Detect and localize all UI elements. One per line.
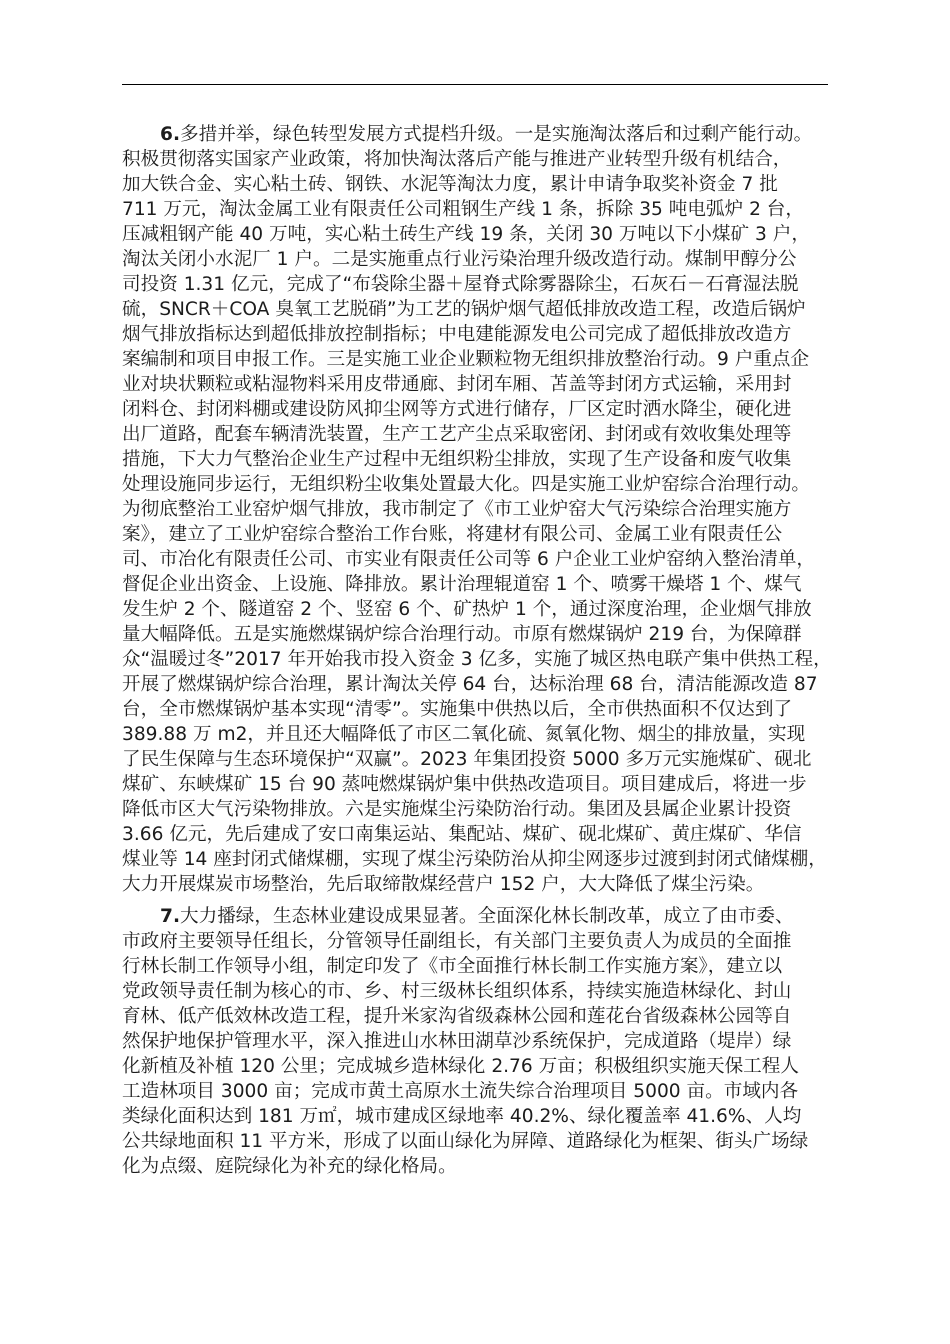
paragraph-line: 司、市冶化有限责任公司、市实业有限责任公司等 6 户企业工业炉窑纳入整治清单， [122, 549, 816, 570]
document-body [122, 122, 882, 1179]
paragraph-line: 市政府主要领导任组长，分管领导任副组长，有关部门主要负责人为成员的全面推 [122, 931, 792, 952]
paragraph-line: 3.66 亿元，先后建成了安口南集运站、集配站、煤矿、砚北煤矿、黄庄煤矿、华信 [122, 824, 802, 845]
paragraph-line: 淘汰关闭小水泥厂 1 户。二是实施重点行业污染治理升级改造行动。煤制甲醇分公 [122, 249, 797, 270]
paragraph-line: 司投资 1.31 亿元，完成了“布袋除尘器＋屋脊式除雾器除尘，石灰石－石膏湿法脱 [122, 274, 799, 295]
paragraph-7 [122, 904, 882, 1179]
paragraph-line: 发生炉 2 个、隧道窑 2 个、竖窑 6 个、矿热炉 1 个，通过深度治理，企业烟气排放 [122, 599, 812, 620]
paragraph-line: 开展了燃煤锅炉综合治理，累计淘汰关停 64 台，达标治理 68 台，清洁能源改造 87 [122, 674, 818, 695]
paragraph-line: 煤矿、东峡煤矿 15 台 90 蒸吨燃煤锅炉集中供热改造项目。项目建成后，将进一步 [122, 774, 807, 795]
paragraph-line: 量大幅降低。五是实施燃煤锅炉综合治理行动。市原有燃煤锅炉 219 台，为保障群 [122, 624, 802, 645]
paragraph-line: 为彻底整治工业窑炉烟气排放，我市制定了《市工业炉窑大气污染综合治理实施方 [122, 499, 792, 520]
paragraph-line: 类绿化面积达到 181 万㎡，城市建成区绿地率 40.2%、绿化覆盖率 41.6%、人均 [122, 1106, 802, 1127]
paragraph-line: 压减粗钢产能 40 万吨，实心粘土砖生产线 19 条，关闭 30 万吨以下小煤矿 3 户， [122, 224, 810, 245]
paragraph-line: 业对块状颗粒或粘湿物料采用皮带通廊、封闭车厢、苫盖等封闭方式运输，采用封 [122, 374, 792, 395]
paragraph-line: 措施，下大力气整治企业生产过程中无组织粉尘排放，实现了生产设备和废气收集 [122, 449, 792, 470]
paragraph-line: 389.88 万 m2，并且还大幅降低了市区二氧化硫、氮氧化物、烟尘的排放量，实现 [122, 724, 806, 745]
paragraph-6 [122, 122, 882, 897]
paragraph-text: 大力播绿，生态林业建设成果显著。全面深化林长制改革，成立了由市委、 [180, 906, 794, 927]
paragraph-line: 了民生保障与生态环境保护“双赢”。2023 年集团投资 5000 多万元实施煤矿、砚北 [122, 749, 812, 770]
paragraph-line: 硫，SNCR＋COA 臭氧工艺脱硝”为工艺的锅炉烟气超低排放改造工程，改造后锅炉 [122, 299, 806, 320]
paragraph-line: 工造林项目 3000 亩；完成市黄土高原水土流失综合治理项目 5000 亩。市域内各 [122, 1081, 799, 1102]
paragraph-line: 出厂道路，配套车辆清洗装置，生产工艺产尘点采取密闭、封闭或有效收集处理等 [122, 424, 792, 445]
paragraph-line: 化为点缀、庭院绿化为补充的绿化格局。 [122, 1156, 457, 1177]
paragraph-line: 大力开展煤炭市场整治，先后取缔散煤经营户 152 户，大大降低了煤尘污染。 [122, 874, 765, 895]
paragraph-line: 督促企业出资金、上设施、降排放。累计治理辊道窑 1 个、喷雾干燥塔 1 个、煤气 [122, 574, 802, 595]
paragraph-line: 烟气排放指标达到超低排放控制指标；中电建能源发电公司完成了超低排放改造方 [122, 324, 792, 345]
paragraph-line: 处理设施同步运行，无组织粉尘收集处置最大化。四是实施工业炉窑综合治理行动。 [122, 474, 810, 495]
paragraph-line: 711 万元，淘汰金属工业有限责任公司粗钢生产线 1 条，拆除 35 吨电弧炉 2 台， [122, 199, 804, 220]
paragraph-line: 公共绿地面积 11 平方米，形成了以面山绿化为屏障、道路绿化为框架、街头广场绿 [122, 1131, 809, 1152]
paragraph-line: 台，全市燃煤锅炉基本实现“清零”。实施集中供热以后，全市供热面积不仅达到了 [122, 699, 793, 720]
section-number: 7. [160, 906, 181, 927]
paragraph-line: 化新植及补植 120 公里；完成城乡造林绿化 2.76 万亩；积极组织实施天保工程人 [122, 1056, 799, 1077]
paragraph-line: 降低市区大气污染物排放。六是实施煤尘污染防治行动。集团及县属企业累计投资 [122, 799, 792, 820]
paragraph-line: 众“温暖过冬”2017 年开始我市投入资金 3 亿多，实施了城区热电联产集中供热工程， [122, 649, 832, 670]
paragraph-line [122, 904, 882, 929]
paragraph-line: 闭料仓、封闭料棚或建设防风抑尘网等方式进行储存，厂区定时洒水降尘，硬化进 [122, 399, 792, 420]
paragraph-line: 案编制和项目申报工作。三是实施工业企业颗粒物无组织排放整治行动。9 户重点企 [122, 349, 810, 370]
paragraph-line: 煤业等 14 座封闭式储煤棚，实现了煤尘污染防治从抑尘网逐步过渡到封闭式储煤棚， [122, 849, 827, 870]
paragraph-line: 加大铁合金、实心粘土砖、钢铁、水泥等淘汰力度，累计申请争取奖补资金 7 批 [122, 174, 778, 195]
section-number: 6. [160, 124, 181, 145]
paragraph-line: 党政领导责任制为核心的市、乡、村三级林长组织体系，持续实施造林绿化、封山 [122, 981, 792, 1002]
header-rule [122, 84, 828, 85]
paragraph-line: 行林长制工作领导小组，制定印发了《市全面推行林长制工作实施方案》，建立以 [122, 956, 783, 977]
paragraph-line [122, 122, 882, 147]
paragraph-line: 积极贯彻落实国家产业政策，将加快淘汰落后产能与推进产业转型升级有机结合， [122, 149, 792, 170]
paragraph-text: 多措并举，绿色转型发展方式提档升级。一是实施淘汰落后和过剩产能行动。 [180, 124, 813, 145]
paragraph-line: 育林、低产低效林改造工程，提升米家沟省级森林公园和莲花台省级森林公园等自 [122, 1006, 792, 1027]
paragraph-line: 案》，建立了工业炉窑综合整治工作台账，将建材有限公司、金属工业有限责任公 [122, 524, 783, 545]
paragraph-line: 然保护地保护管理水平，深入推进山水林田湖草沙系统保护，完成道路（堤岸）绿 [122, 1031, 792, 1052]
